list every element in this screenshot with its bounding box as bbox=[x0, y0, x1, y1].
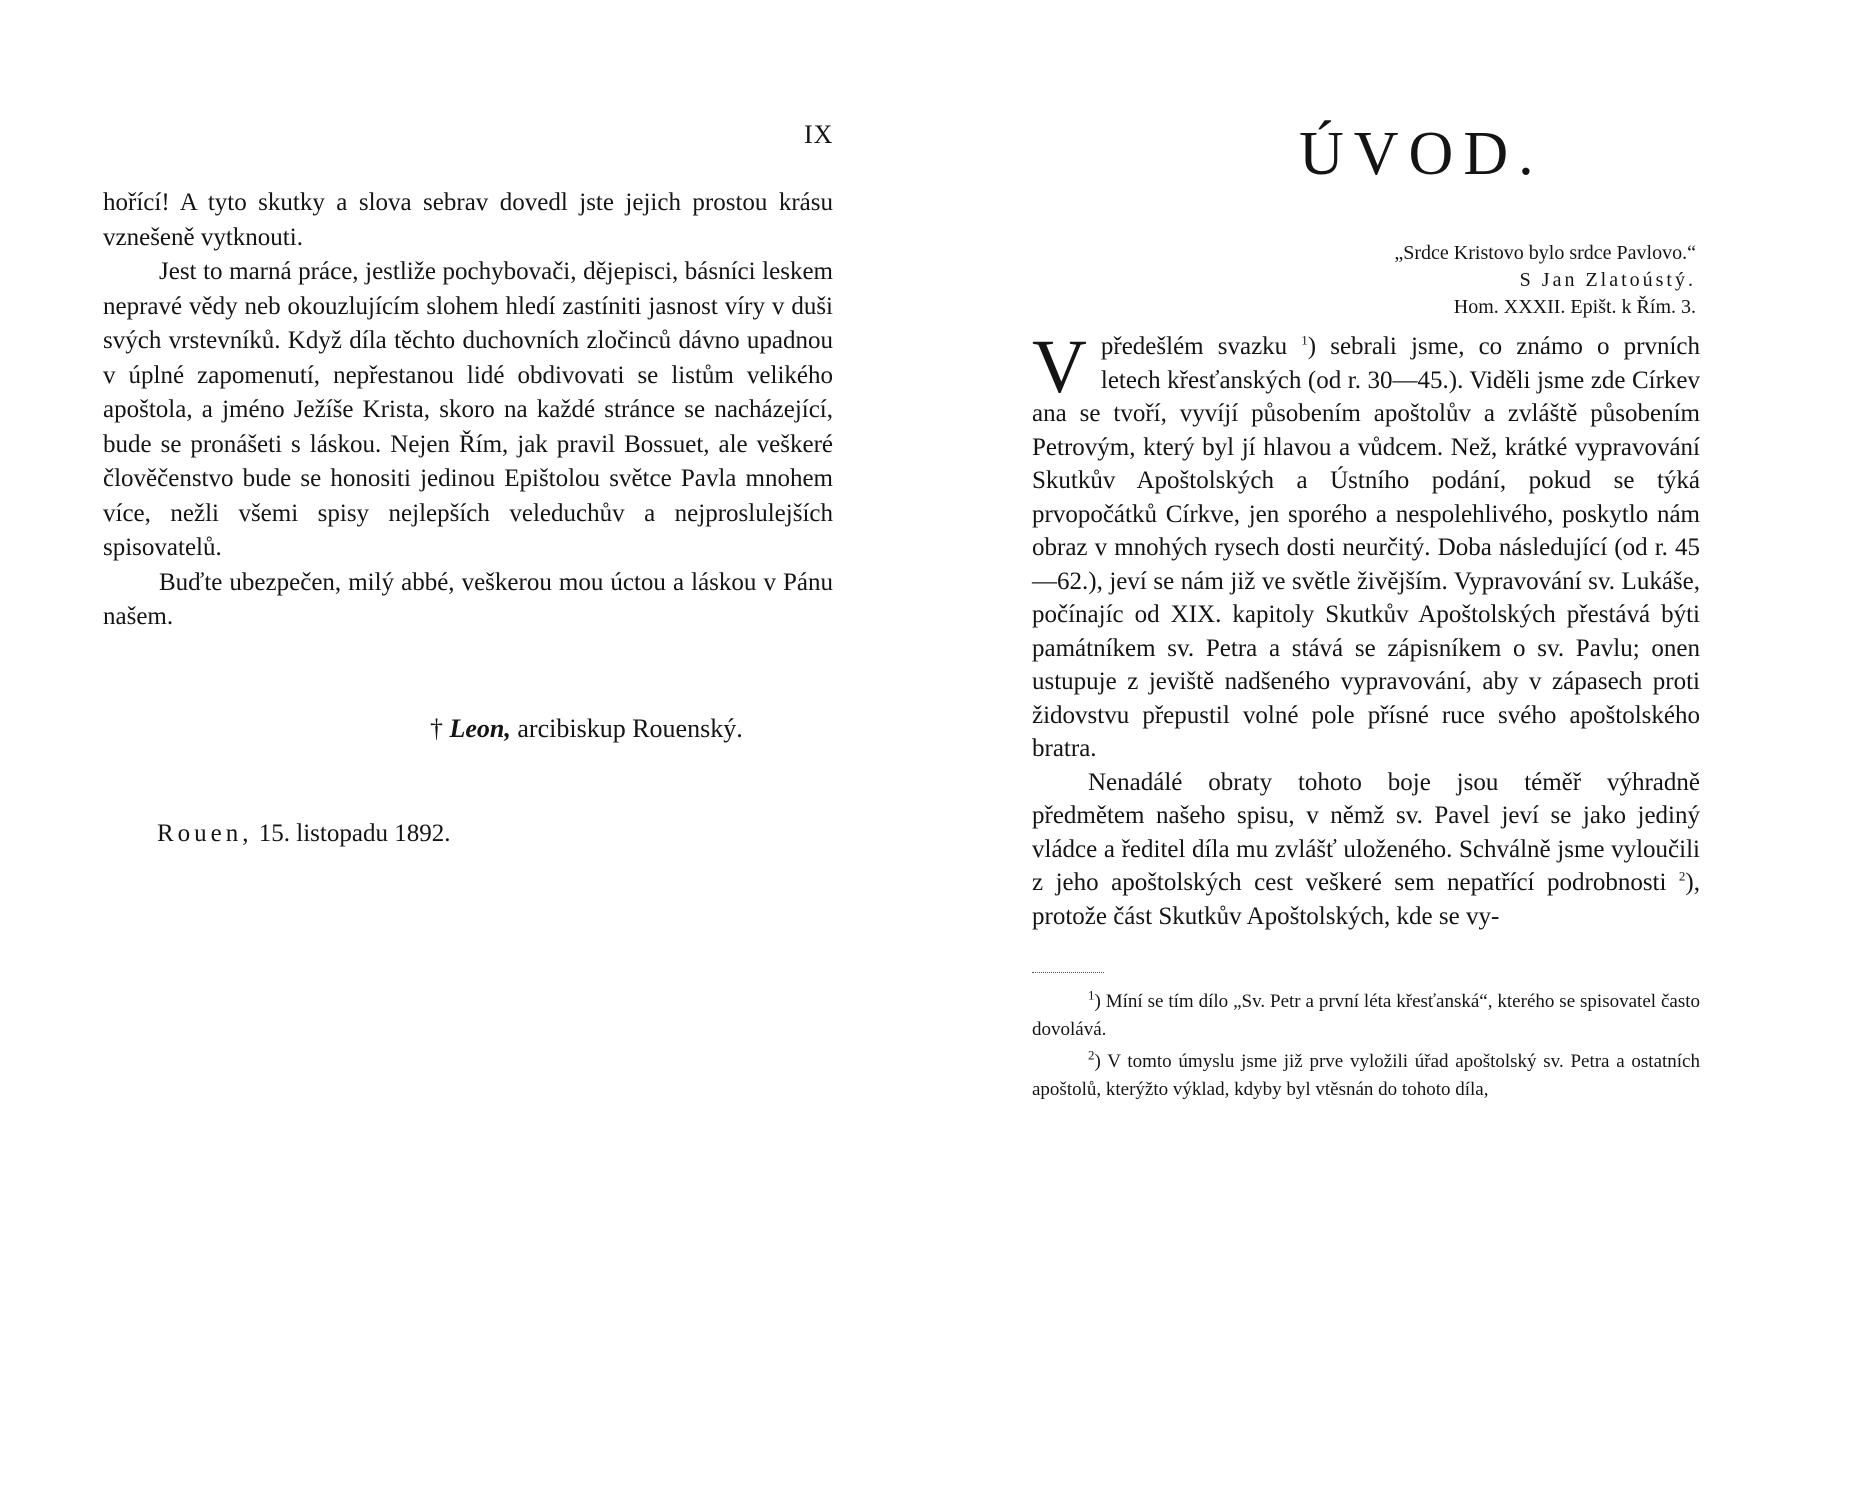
page-number: IX bbox=[804, 120, 834, 149]
signature-name: Leon, bbox=[449, 714, 511, 743]
paragraph-text: ) sebrali jsme, co známo o prvních letech křesťanských (od r. 30—45.). Viděli jsme zde Církev ana se tvoří, vyvíjí působením apoštolův a zvláště působením Petrovým, který byl jí hlavou a vůdcem. Než, krátké vypravování Skutkův Apoštolských a Ústního podání, pokud se týká prvopočátků Církve, jen sporého a nespolehlivého, poskytlo nám obraz v mnohých rysech dosti neurčitý. Doba následující (od r. 45—62.), jeví se nám již ve světle živějším. Vypravování sv. Lukáše, počínajíc od XIX. kapitoly Skutkův Apoštolských přestává býti památníkem sv. Petra a stává se zápisníkem o sv. Pavlu; onen ustupuje z jeviště nadšeného vypravování, aby v zápasech proti židovstvu přepustil volné pole přísné ruce svého apoštolského bratra. bbox=[1032, 333, 1701, 762]
paragraph bbox=[1032, 325, 1701, 766]
signature bbox=[430, 714, 743, 744]
epigraph bbox=[1394, 240, 1696, 321]
paragraph: Jest to marná práce, jestliže pochybovači, dějepisci, básníci leskem nepravé vědy neb okouzlujícím slohem hledí zastíniti jasnost víry v duši svých vrstevníků. Když díla těchto duchovních zločinců dávno upadnou v úplné zapomenutí, nepřestanou lidé obdivovati se listům velikého apoštola, a jméno Ježíše Krista, skoro na každé stránce se nacházející, bude se pronášeti s láskou. Nejen Řím, jak pravil Bossuet, ale veškeré člověčenstvo bude se honositi jedinou Epištolou světce Pavla mnohem více, nežli všemi spisy nejlepších veleduchův a nejproslulejších spisovatelů. bbox=[103, 258, 833, 561]
drop-cap: V bbox=[1032, 325, 1087, 409]
paragraph bbox=[1032, 766, 1700, 934]
footnote-text: ) Míní se tím dílo „Sv. Petr a první léta křesťanská“, kterého se spisovatel často dovolává. bbox=[1032, 991, 1700, 1040]
footnote-marker: 1 bbox=[1088, 987, 1095, 1003]
letter-body bbox=[103, 186, 833, 635]
date-line bbox=[157, 820, 450, 848]
footnote bbox=[1032, 1048, 1700, 1104]
cross-symbol: † bbox=[430, 714, 443, 743]
footnote-divider bbox=[1032, 972, 1104, 973]
signature-title: arcibiskup Rouenský. bbox=[517, 714, 743, 743]
epigraph-source: Hom. XXXII. Epišt. k Řím. 3. bbox=[1453, 296, 1696, 318]
epigraph-author: S Jan Zlatoústý. bbox=[1519, 269, 1696, 291]
footnote-ref: 1 bbox=[1301, 332, 1308, 348]
epigraph-quote: „Srdce Kristovo bylo srdce Pavlovo.“ bbox=[1394, 242, 1696, 264]
date-value: 15. listopadu 1892. bbox=[258, 820, 451, 847]
footnote bbox=[1032, 988, 1700, 1044]
footnote-marker: 2 bbox=[1088, 1047, 1095, 1063]
footnotes bbox=[1032, 988, 1700, 1108]
paragraph-text: Nenadálé obraty tohoto boje jsou téměř výhradně předmětem našeho spisu, v němž sv. Pavel jeví se jako jediný vládce a ředitel díla mu zvlášť uloženého. Schválně jsme vyloučili z jeho apoštolských cest veškeré sem nepatřící podrobnosti bbox=[1032, 768, 1700, 896]
right-page bbox=[928, 0, 1856, 1500]
chapter-body bbox=[1032, 325, 1701, 933]
date-place: Rouen, bbox=[157, 820, 253, 847]
paragraph-text: předešlém svazku bbox=[1100, 333, 1288, 360]
chapter-title: ÚVOD. bbox=[1299, 120, 1544, 188]
footnote-ref: 2 bbox=[1678, 868, 1686, 884]
paragraph: Buďte ubezpečen, milý abbé, veškerou mou úctou a láskou v Pánu našem. bbox=[103, 568, 833, 630]
paragraph: hořící! A tyto skutky a slova sebrav dovedl jste jejich prostou krásu vznešeně vytknouti. bbox=[103, 189, 833, 251]
paragraph-text: ), protože část Skutkův Apoštolských, kde se vy- bbox=[1032, 869, 1700, 930]
footnote-text: ) V tomto úmyslu jsme již prve vyložili úřad apoštolský sv. Petra a ostatních apoštolů, kterýžto výklad, kdyby byl vtěsnán do tohoto díla, bbox=[1032, 1051, 1700, 1100]
